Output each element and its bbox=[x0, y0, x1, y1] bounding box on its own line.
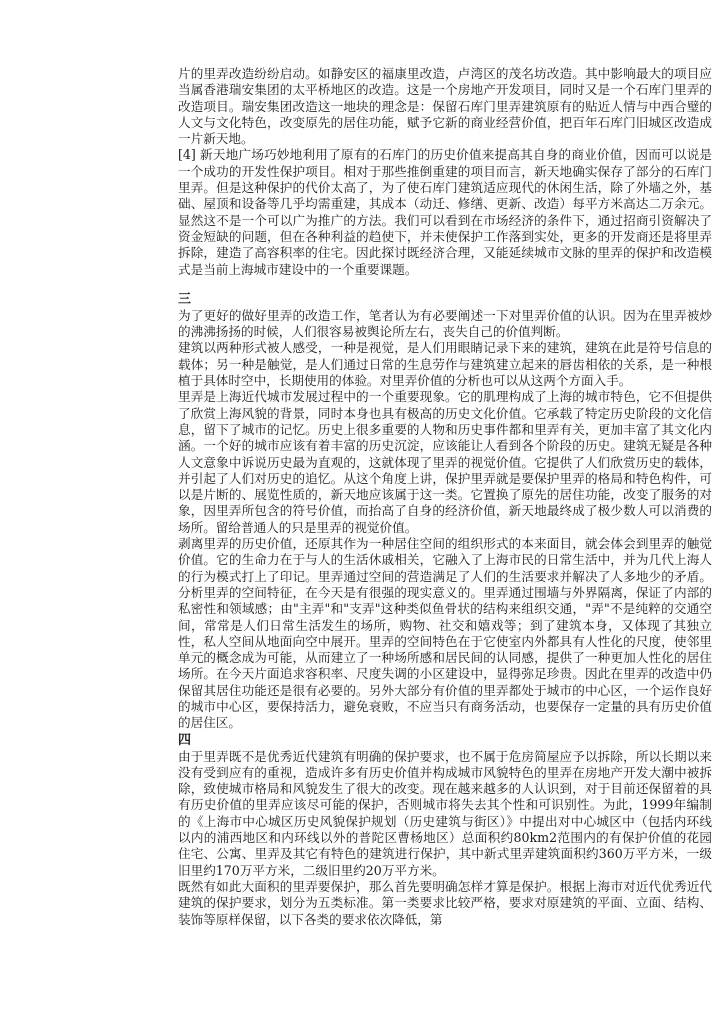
paragraph: [4] 新天地广场巧妙地利用了原有的石库门的历史价值来提高其自身的商业价值，因而可以说是一个成功的开发性保护项目。相对于那些推倒重建的项目而言，新天地确实保存了部分的石库门里弄。但是这种保护的代价太高了，为了使石库门建筑适应现代的休闲生活，除了外墙之外，基础、屋顶和设备等几乎均需重建，其成本（动迁、修缮、更新、改造）每平方米高达二万余元。显然这不是一个可以广为推广的方法。我们可以看到在市场经济的条件下，通过招商引资解决了资金短缺的问题，但在各种利益的趋使下，并未使保护工作落到实处，更多的开发商还是将里弄拆除，建造了高容积率的住宅。因此探讨既经济合理，又能延续城市文脉的里弄的保护和改造模式是当前上海城市建设中的一个重要课题。 bbox=[178, 147, 712, 277]
paragraph: 既然有如此大面积的里弄要保护，那么首先要明确怎样才算是保护。根据上海市对近代优秀近代建筑的保护要求，划分为五类标准。第一类要求比较严格，要求对原建筑的平面、立面、结构、装饰等原样保留，以下各类的要求依次降低，第 bbox=[178, 878, 712, 927]
paragraph: 剥离里弄的历史价值，还原其作为一种居住空间的组织形式的本来面目，就会体会到里弄的触觉价值。它的生命力在于与人的生活休戚相关，它融入了上海市民的日常生活中，并为几代上海人的行为模式打上了印记。里弄通过空间的营造满足了人们的生活要求并解决了人多地少的矛盾。分析里弄的空间特征，在今天是有很强的现实意义的。里弄通过围墙与外界隔离，保证了内部的私密性和领域感；由"主弄"和"支弄"这种类似鱼骨状的结构来组织交通，"弄"不是纯粹的交通空间，常常是人们日常生活发生的场所，购物、社交和嬉戏等；到了建筑本身，又体现了其独立性，私人空间从地面向空中展开。里弄的空间特色在于它使室内外都具有人性化的尺度，使邻里单元的概念成为可能，从而建立了一种场所感和居民间的认同感，提供了一种更加人性化的居住场所。在今天片面追求容积率、尺度失调的小区建设中，显得弥足珍贵。因此在里弄的改造中仍保留其居住功能还是很有必要的。另外大部分有价值的里弄都处于城市的中心区，一个运作良好的城市中心区，要保持活力，避免衰败，不应当只有商务活动，也要保存一定量的具有历史价值的居住区。 bbox=[178, 536, 712, 731]
document-body bbox=[178, 66, 712, 928]
section-heading-four: 四 bbox=[178, 732, 192, 748]
spacer bbox=[178, 278, 712, 291]
paragraph: 里弄是上海近代城市发展过程中的一个重要现象。它的肌理构成了上海的城市特色，它不但提供了欣赏上海风貌的背景，同时本身也具有极高的历史文化价值。它承载了特定历史阶段的文化信息，留下了城市的记忆。历史上很多重要的人物和历史事件都和里弄有关，更加丰富了其文化内涵。一个好的城市应该有着丰富的历史沉淀，应该能让人看到各个阶段的历史。建筑无疑是各种人文意象中诉说历史最为直观的，这就体现了里弄的视觉价值。它提供了人们欣赏历史的载体，并引起了人们对历史的追忆。从这个角度上讲，保护里弄就是要保护里弄的格局和特色构件，可以是片断的、展览性质的，新天地应该属于这一类。它置换了原先的居住功能，改变了服务的对象，因里弄所包含的符号价值，而抬高了自身的经济价值，新天地最终成了极少数人可以消费的场所。留给普通人的只是里弄的视觉价值。 bbox=[178, 389, 712, 535]
paragraph: 为了更好的做好里弄的改造工作，笔者认为有必要阐述一下对里弄价值的认识。因为在里弄被炒的沸沸扬扬的时候，人们很容易被舆论所左右，丧失自己的价值判断。 bbox=[178, 307, 712, 340]
paragraph: 由于里弄既不是优秀近代建筑有明确的保护要求，也不属于危房简屋应予以拆除，所以长期以来没有受到应有的重视，造成许多有历史价值并构成城市风貌特色的里弄在房地产开发大潮中被拆除，致使城市格局和风貌发生了很大的改变。现在越来越多的人认识到，对于目前还保留着的具有历史价值的里弄应该尽可能的保护，否则城市将失去其个性和可识别性。为此，1999年编制的《上海市中心城区历史风貌保护规划（历史建筑与街区）》中提出对中心城区中（包括内环线以内的浦西地区和内环线以外的普陀区曹杨地区）总面积约80km2范围内的有保护价值的花园住宅、公寓、里弄及其它有特色的建筑进行保护，其中新式里弄建筑面积约360万平方米，一级旧里约170万平方米，二级旧里约20万平方米。 bbox=[178, 748, 712, 878]
section-heading-three: 三 bbox=[178, 291, 192, 307]
paragraph: 建筑以两种形式被人感受，一种是视觉，是人们用眼睛记录下来的建筑，建筑在此是符号信息的载体；另一种是触觉，是人们通过日常的生息劳作与建筑建立起来的唇齿相依的关系，是一种根植于具体时空中，长期使用的体验。对里弄价值的分析也可以从这两个方面入手。 bbox=[178, 340, 712, 389]
paragraph: 片的里弄改造纷纷启动。如静安区的福康里改造，卢湾区的茂名坊改造。其中影响最大的项目应当属香港瑞安集团的太平桥地区的改造。这是一个房地产开发项目，同时又是一个石库门里弄的改造项目。瑞安集团改造这一地块的理念是：保留石库门里弄建筑原有的贴近人情与中西合璧的人文与文化特色，改变原先的居住功能，赋予它新的商业经营价值，把百年石库门旧城区改造成一片新天地。 bbox=[178, 66, 712, 147]
